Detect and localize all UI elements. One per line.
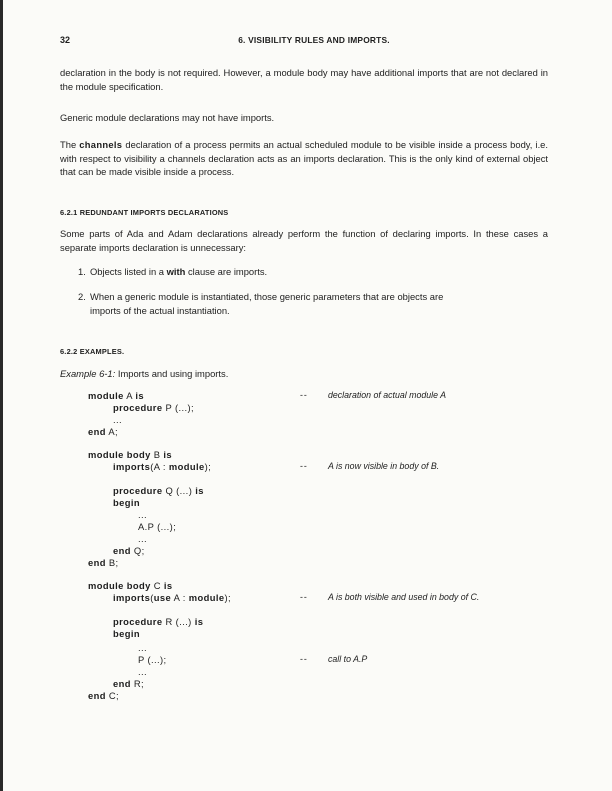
list-item-1 <box>78 265 538 279</box>
code-line: A.P (...); <box>138 521 177 532</box>
scan-edge <box>0 0 3 791</box>
code-line: procedure P (...); <box>113 402 195 413</box>
code-comment: -- declaration of actual module A <box>300 390 447 400</box>
code-line: ... <box>138 509 148 520</box>
example-caption-text: Imports and using imports. <box>115 368 229 379</box>
section-heading-622: 6.2.2 EXAMPLES. <box>60 347 125 356</box>
list-item-2 <box>78 290 538 317</box>
code-line: module A is <box>88 390 144 401</box>
example-label: Example 6-1: <box>60 368 116 379</box>
code-line: ... <box>138 642 148 653</box>
item1-post: clause are imports. <box>185 266 268 277</box>
section-heading-621: 6.2.1 REDUNDANT IMPORTS DECLARATIONS <box>60 208 229 217</box>
code-line: imports(use A : module); <box>113 592 231 603</box>
p3-post: declaration of a process permits an actual scheduled module to be visible inside a process body, i.e. with respect to visibility a channels declaration acts as an imports declaration. This is the only kind of external object that can be made visible inside a process. <box>60 139 548 177</box>
code-line: ... <box>138 533 148 544</box>
paragraph-redundant-imports: Some parts of Ada and Adam declarations already perform the function of declaring imports. In these cases a separate imports declaration is unnecessary: <box>60 228 548 253</box>
code-line: procedure R (...) is <box>113 616 204 627</box>
code-line: begin <box>113 497 140 508</box>
code-comment: -- A is both visible and used in body of C. <box>300 592 480 602</box>
keyword-with: with <box>166 266 186 277</box>
item2-line1: When a generic module is instantiated, those generic parameters that are objects are <box>90 291 444 302</box>
p3-pre: The <box>60 139 80 150</box>
code-line: P (...); <box>138 654 167 665</box>
running-title: 6. VISIBILITY RULES AND IMPORTS. <box>238 35 390 45</box>
code-line: end R; <box>113 678 145 689</box>
paragraph-channels <box>60 138 548 179</box>
paragraph-imports-body: declaration in the body is not required. However, a module body may have additional imports that are not declared in the module specification. <box>60 67 548 92</box>
code-comment: -- A is now visible in body of B. <box>300 461 440 471</box>
code-line: ... <box>138 666 148 677</box>
list-number-1: 1. <box>78 266 86 277</box>
keyword-channels: channels <box>79 139 123 150</box>
code-line: end B; <box>88 557 119 568</box>
code-line: end Q; <box>113 545 145 556</box>
code-line: end A; <box>88 426 119 437</box>
example-caption <box>60 368 228 379</box>
code-line: module body B is <box>88 449 173 460</box>
page-number: 32 <box>60 35 71 45</box>
list-number-2: 2. <box>78 291 86 302</box>
item2-line2: imports of the actual instantiation. <box>90 304 230 316</box>
code-line: procedure Q (...) is <box>113 485 204 496</box>
code-line: end C; <box>88 690 120 701</box>
paragraph-generic-imports: Generic module declarations may not have imports. <box>60 112 275 123</box>
code-line: imports(A : module); <box>113 461 212 472</box>
code-line: ... <box>113 414 123 425</box>
code-comment: -- call to A.P <box>300 654 368 664</box>
code-line: begin <box>113 628 140 639</box>
item1-pre: Objects listed in a <box>90 266 167 277</box>
code-line: module body C is <box>88 580 173 591</box>
